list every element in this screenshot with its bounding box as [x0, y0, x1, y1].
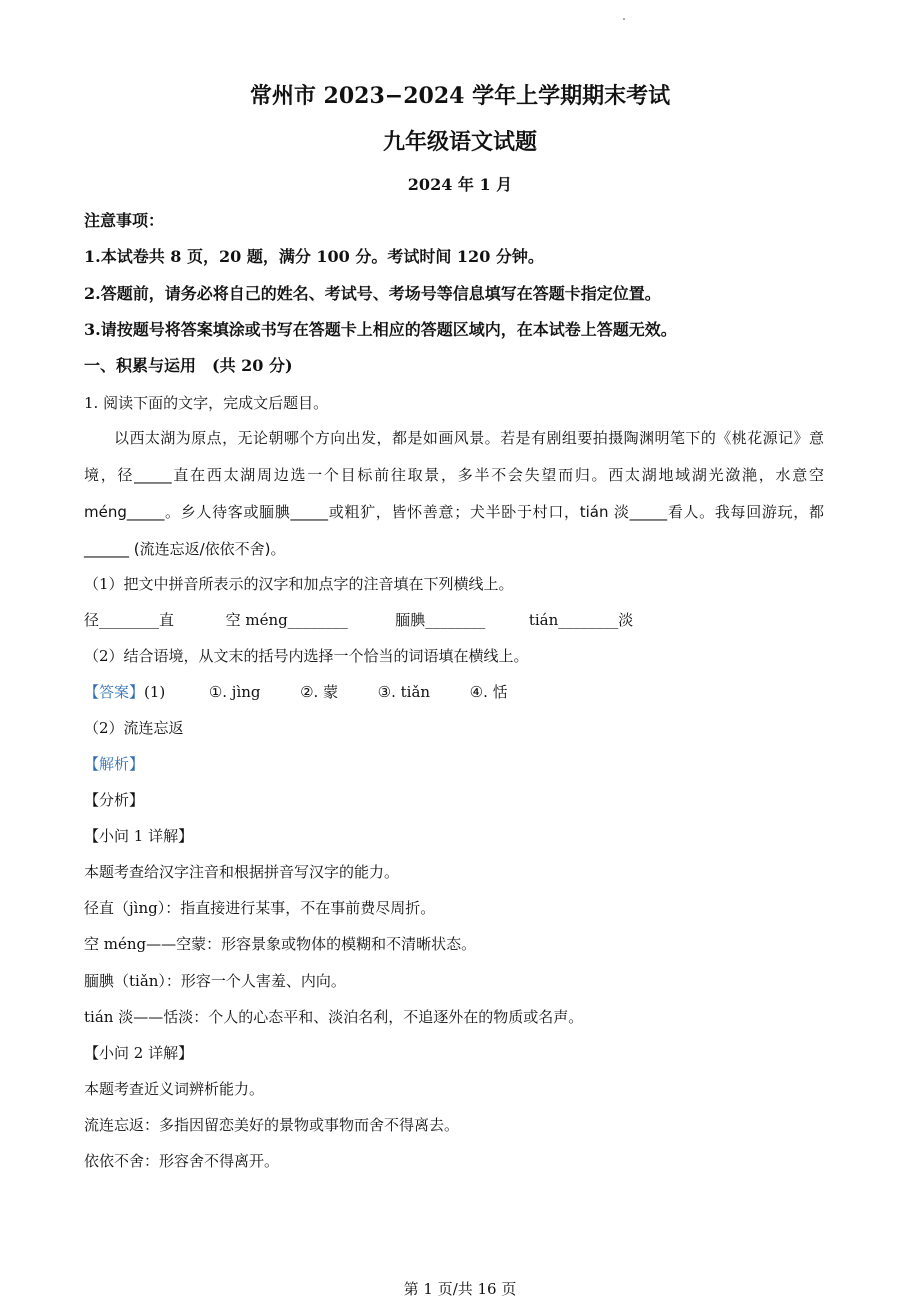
- exam-date: 2024 年 1 月: [407, 175, 513, 194]
- subquestion-1: （1）把文中拼音所表示的汉字和加点字的注音填在下列横线上。: [84, 575, 514, 593]
- answer-part1-prefix: (1): [144, 683, 166, 701]
- blank-4: tián________淡: [528, 611, 634, 629]
- blank-1: 径________直: [84, 611, 175, 629]
- blank-3: 腼腆________: [395, 611, 486, 629]
- notice-item-2: 2.答题前，请务必将自己的姓名、考试号、考场号等信息填写在答题卡指定位置。: [84, 284, 661, 303]
- blank-row: [84, 610, 633, 630]
- passage-text: 以西太湖为原点，无论朝哪个方向出发，都是如画风景。若是有剧组要拍摄陶渊明笔下的《桃花源记》意境，径_____直在西太湖周边选一个目标前往取景，多半不会失望而归。西太湖地域湖光潋滟，水意空 méng_____。乡人待客或腼腆_____或粗犷，皆怀善意；犬半卧于村口，tián 淡_____看人。我每回游玩，都______ (流连忘返/依依不舍)。: [84, 429, 824, 558]
- exam-subtitle: 九年级语文试题: [382, 129, 537, 155]
- answer-2: ②. 蒙: [300, 683, 339, 701]
- notice-heading: 注意事项：: [84, 211, 165, 230]
- answer-part2: （2）流连忘返: [84, 719, 184, 737]
- q1-detail-line-4: 腼腆（tiǎn）：形容一个人害羞、内向。: [84, 972, 346, 990]
- q1-detail-line-3: 空 méng——空蒙：形容景象或物体的模糊和不清晰状态。: [84, 935, 477, 953]
- q2-detail-heading: 【小问 2 详解】: [84, 1044, 194, 1062]
- reading-passage: [84, 420, 824, 568]
- section-heading: 一、积累与运用 (共 20 分): [84, 356, 293, 375]
- page-footer: 第 1 页/共 16 页: [403, 1280, 517, 1298]
- scan-dot: [623, 18, 625, 20]
- question-prompt: 1. 阅读下面的文字，完成文后题目。: [84, 394, 329, 412]
- q1-detail-line-5: tián 淡——恬淡：个人的心态平和、淡泊名利，不追逐外在的物质或名声。: [84, 1008, 584, 1026]
- blank-2: 空 méng________: [225, 611, 348, 629]
- q2-detail-line-2: 流连忘返：多指因留恋美好的景物或事物而舍不得离去。: [84, 1116, 460, 1134]
- notice-item-1: 1.本试卷共 8 页，20 题，满分 100 分。考试时间 120 分钟。: [84, 247, 544, 266]
- answer-1: ①. jìng: [208, 683, 261, 701]
- answer-3: ③. tiǎn: [377, 683, 431, 701]
- analysis-label: 【解析】: [84, 755, 145, 773]
- q1-detail-heading: 【小问 1 详解】: [84, 827, 194, 845]
- subquestion-2: （2）结合语境，从文末的括号内选择一个恰当的词语填在横线上。: [84, 647, 529, 665]
- q2-detail-line-3: 依依不舍：形容舍不得离开。: [84, 1152, 280, 1170]
- q1-detail-line-1: 本题考查给汉字注音和根据拼音写汉字的能力。: [84, 863, 400, 881]
- answer-row: [84, 682, 508, 702]
- exam-title: 常州市 2023−2024 学年上学期期末考试: [249, 83, 671, 109]
- q1-detail-line-2: 径直（jìng）：指直接进行某事，不在事前费尽周折。: [84, 899, 436, 917]
- notice-item-3: 3.请按题号将答案填涂或书写在答题卡上相应的答题区域内，在本试卷上答题无效。: [84, 320, 677, 339]
- fenxi-label: 【分析】: [84, 791, 145, 809]
- q2-detail-line-1: 本题考查近义词辨析能力。: [84, 1080, 265, 1098]
- answer-label: 【答案】: [84, 683, 145, 701]
- answer-4: ④. 恬: [469, 683, 508, 701]
